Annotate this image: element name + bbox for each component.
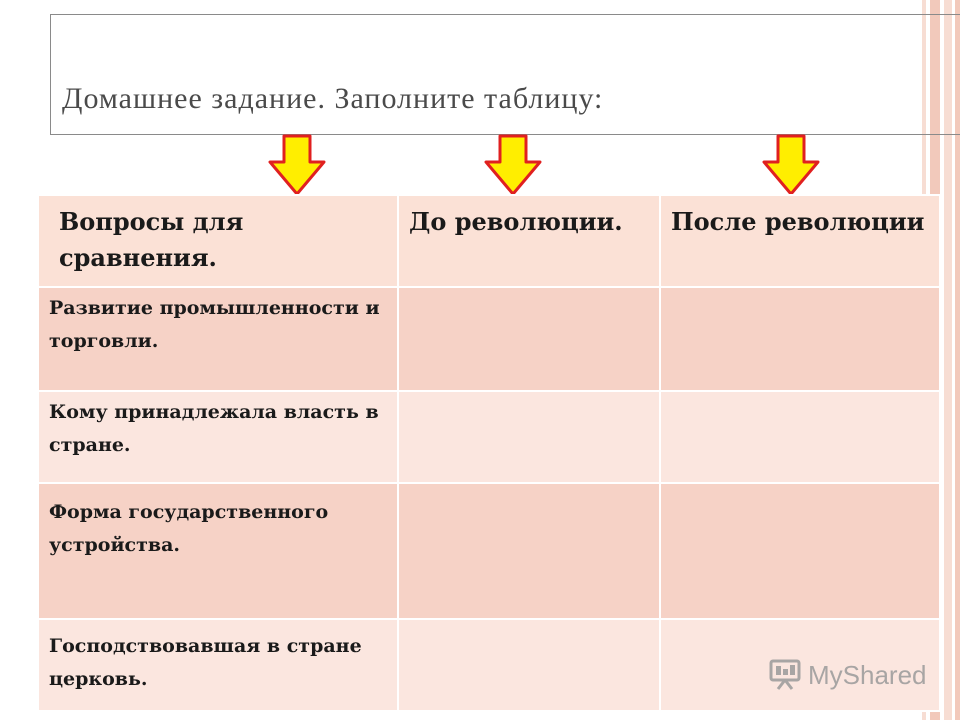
table-row xyxy=(38,483,940,619)
down-arrow-icon xyxy=(762,134,820,196)
answer-cell-after[interactable] xyxy=(660,483,940,619)
table-row xyxy=(38,391,940,483)
answer-cell-before[interactable] xyxy=(398,287,660,391)
header-questions: Вопросы для сравнения. xyxy=(38,195,398,287)
header-before-revolution: До революции. xyxy=(398,195,660,287)
table-header-row xyxy=(38,195,940,287)
header-after-revolution: После революции xyxy=(660,195,940,287)
table-row xyxy=(38,287,940,391)
question-cell: Форма государственного устройства. xyxy=(38,483,398,619)
watermark-text: MyShared xyxy=(808,659,927,690)
answer-cell-before[interactable] xyxy=(398,391,660,483)
comparison-table xyxy=(37,194,941,712)
question-cell: Развитие промышленности и торговли. xyxy=(38,287,398,391)
answer-cell-before[interactable] xyxy=(398,483,660,619)
down-arrow-icon xyxy=(484,134,542,196)
answer-cell-after[interactable] xyxy=(660,391,940,483)
watermark xyxy=(768,657,927,693)
answer-cell-after[interactable] xyxy=(660,287,940,391)
question-cell: Господствовавшая в стране церковь. xyxy=(38,619,398,711)
question-cell: Кому принадлежала власть в стране. xyxy=(38,391,398,483)
down-arrow-icon xyxy=(268,134,326,196)
answer-cell-before[interactable] xyxy=(398,619,660,711)
page-title: Домашнее задание. Заполните таблицу: xyxy=(62,82,604,115)
presentation-screen-icon xyxy=(768,658,802,692)
title-frame xyxy=(50,14,960,135)
